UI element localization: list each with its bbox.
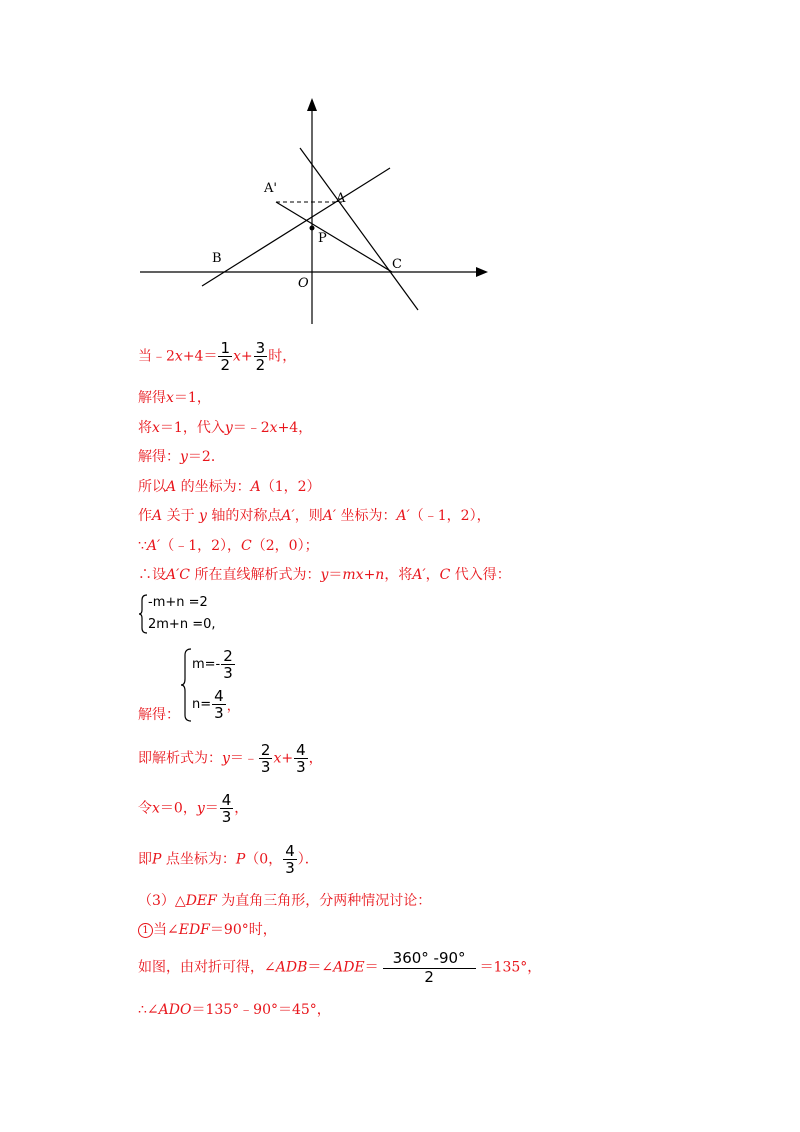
- line-folding: 如图，由对折可得，∠ADB＝∠ADE＝ $\frac{360^\circ -90^\circ}{2}$ ＝135°，: [138, 949, 542, 986]
- line-a-coordinates: 所以A 的坐标为：A（1，2）: [138, 479, 321, 495]
- line-solution-label: 解得：: [138, 707, 180, 723]
- line-angle-ado: ∴∠ADO＝135°﹣90°＝45°，: [138, 1002, 331, 1018]
- line-therefore: ∴设A′C 所在直线解析式为：y＝mx+n，将A′，C 代入得：: [138, 567, 511, 583]
- line-part-3: （3）△DEF 为直角三角形，分两种情况讨论：: [138, 893, 432, 909]
- label-b: B: [212, 251, 222, 266]
- label-o: O: [298, 276, 309, 291]
- system-2-row-1: m=- $\frac{2}{3}$: [192, 647, 233, 682]
- y-axis-arrow: [307, 98, 317, 111]
- label-a: A: [336, 191, 346, 206]
- x-axis-arrow: [476, 267, 488, 277]
- coordinate-figure: [130, 90, 500, 330]
- point-p: [310, 226, 315, 231]
- line-substitute: 将x＝1，代入y＝﹣2x+4，: [138, 420, 313, 436]
- fraction-angle: $\frac{360^\circ -90^\circ}{2}$: [383, 950, 476, 985]
- line-symmetric-point: 作A 关于 y 轴的对称点A′，则A′ 坐标为：A′（﹣1，2），: [138, 508, 491, 524]
- fraction-four-thirds: $\frac{4}{3}$: [214, 687, 224, 722]
- label-a-prime: A': [264, 181, 277, 196]
- fraction-three-halves: $\frac{3}{2}$: [255, 339, 266, 374]
- line-because: ∵A′（﹣1，2），C（2，0）；: [138, 538, 319, 554]
- line-p-coordinates: 即P 点坐标为：P（0， $\frac{4}{3}$ ）．: [138, 842, 319, 877]
- fraction-four-thirds-3: $\frac{4}{3}$: [221, 791, 232, 826]
- fraction-four-thirds-4: $\frac{4}{3}$: [285, 842, 295, 877]
- line-a-prime-c: [276, 202, 392, 272]
- label-c: C: [392, 257, 402, 272]
- brace-2: [180, 648, 192, 722]
- fraction-one-half: $\frac{1}{2}$: [220, 339, 231, 374]
- circled-number-1: 1: [138, 923, 153, 938]
- line-equation: 当﹣2x+4＝ $\frac{1}{2}$ x+ $\frac{3}{2}$ 时，: [138, 339, 297, 374]
- system-1-row-2: 2m+n =0,: [148, 617, 216, 632]
- line-case-1: 1 当∠EDF＝90°时，: [138, 921, 277, 939]
- line-ac: [300, 148, 418, 310]
- line-analytic-expression: 即解析式为：y＝﹣ $\frac{2}{3}$ x+ $\frac{4}{3}$ ，: [138, 741, 323, 776]
- system-1-row-1: -m+n =2: [148, 595, 208, 610]
- brace-1: [138, 594, 148, 634]
- line-solve-x: 解得x＝1，: [138, 390, 211, 406]
- fraction-two-thirds-2: $\frac{2}{3}$: [260, 741, 271, 776]
- label-p: P: [318, 231, 327, 246]
- line-solve-y: 解得：y＝2．: [138, 449, 225, 465]
- line-let-x-zero: 令x＝0，y＝ $\frac{4}{3}$ ，: [138, 791, 249, 826]
- fraction-four-thirds-2: $\frac{4}{3}$: [296, 741, 306, 776]
- line-ba: [202, 168, 390, 286]
- fraction-two-thirds: $\frac{2}{3}$: [223, 647, 233, 682]
- system-2-row-2: n= $\frac{4}{3}$ ，: [192, 687, 240, 722]
